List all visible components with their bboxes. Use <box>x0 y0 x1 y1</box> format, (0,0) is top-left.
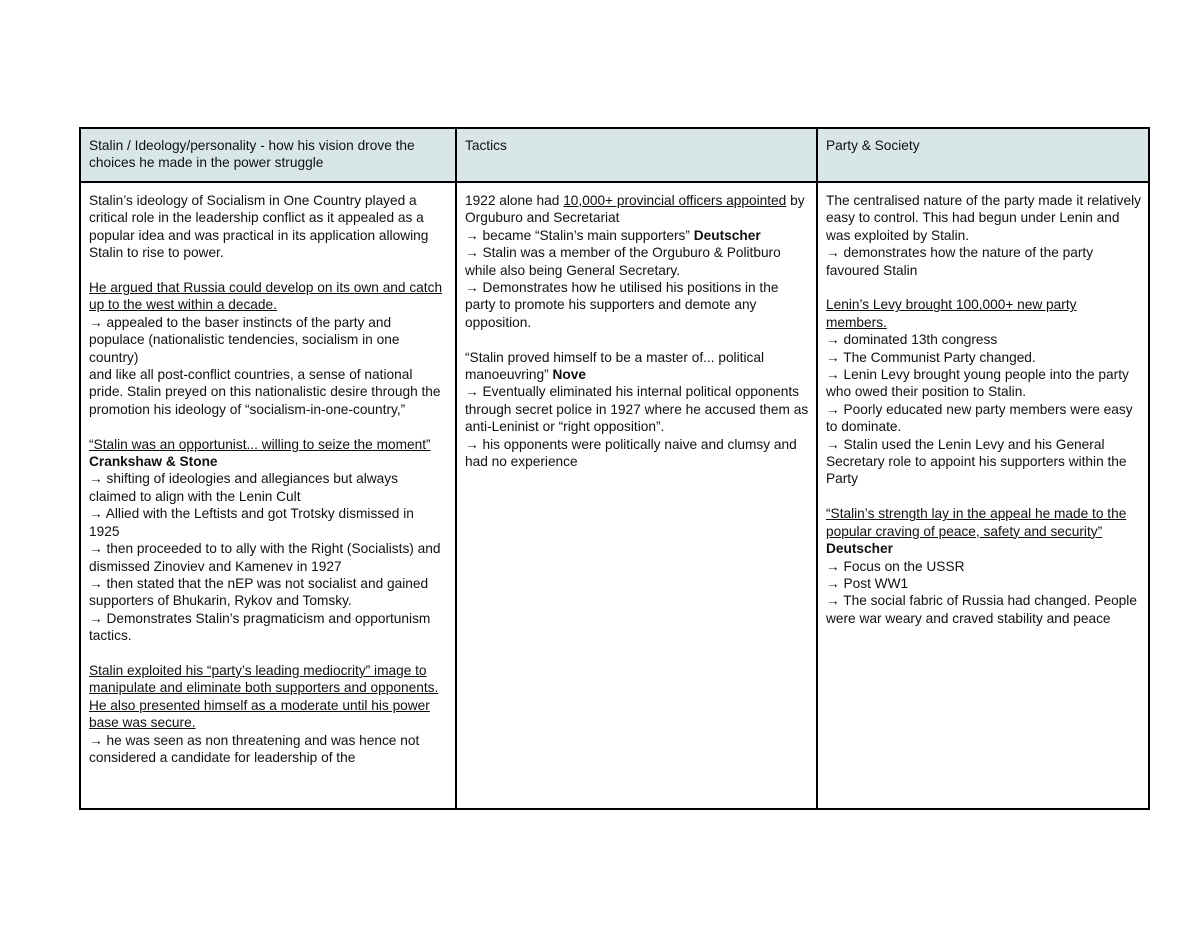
text-run: The centralised nature of the party made it relatively easy to control. This had begun under Lenin and was exploited by Stalin. <box>826 193 1141 243</box>
paragraph <box>89 279 448 418</box>
paragraph-gap <box>89 418 448 435</box>
text-run: → Stalin used the Lenin Levy and his General Secretary role to appoint his supporters within the Party <box>826 436 1127 487</box>
bold-text: Crankshaw & Stone <box>89 454 218 470</box>
paragraph <box>465 349 809 471</box>
header-row <box>80 128 1149 182</box>
paragraph <box>89 662 448 766</box>
paragraph <box>826 192 1141 279</box>
text-run: → he was seen as non threatening and was hence not considered a candidate for leadership of the <box>89 732 420 765</box>
paragraph-gap <box>826 488 1141 505</box>
text-run: → The Communist Party changed. <box>826 349 1036 365</box>
text-run: → The social fabric of Russia had changed. People were war weary and craved stability and peace <box>826 593 1137 626</box>
paragraph <box>465 192 809 331</box>
column-tactics <box>456 182 817 809</box>
header-party-society: Party & Society <box>817 128 1149 182</box>
paragraph-gap <box>826 279 1141 296</box>
paragraph <box>89 436 448 645</box>
text-run: → Allied with the Leftists and got Trotsky dismissed in 1925 <box>89 506 414 539</box>
bold-text: Deutscher <box>693 227 761 243</box>
text-run: Stalin’s ideology of Socialism in One Country played a critical role in the leadership conflict as it appealed as a popular idea and was practical in its application allowing Stalin to rise to power. <box>89 193 429 261</box>
text-run: → became “Stalin’s main supporters” <box>465 227 694 243</box>
text-run: → dominated 13th congress <box>826 332 998 348</box>
underlined-text: “Stalin’s strength lay in the appeal he made to the popular craving of peace, safety and security” <box>826 506 1127 539</box>
underlined-text: 10,000+ provincial officers appointed <box>563 193 787 208</box>
column-party-society <box>817 182 1149 809</box>
text-run: → Lenin Levy brought young people into the party who owed their position to Stalin. <box>826 367 1129 400</box>
column-ideology <box>80 182 456 809</box>
notes-table <box>79 127 1150 810</box>
paragraph-gap <box>465 331 809 348</box>
paragraph <box>89 192 448 262</box>
header-ideology: Stalin / Ideology/personality - how his vision drove the choices he made in the power struggle <box>80 128 456 182</box>
text-run: 1922 alone had <box>465 193 564 208</box>
text-run: → his opponents were politically naive and clumsy and had no experience <box>465 436 797 470</box>
text-run: → shifting of ideologies and allegiances but always claimed to align with the Lenin Cult <box>89 471 398 504</box>
underlined-text: Lenin’s Levy brought 100,000+ new party members. <box>826 297 1077 330</box>
text-run: → Focus on the USSR <box>826 558 965 574</box>
text-run: → Poorly educated new party members were easy to dominate. <box>826 401 1133 435</box>
text-run: → Stalin was a member of the Orguburo & Politburo while also being General Secretary. <box>465 245 781 278</box>
text-run: → appealed to the baser instincts of the party and populace (nationalistic tendencies, socialism in one country) <box>89 314 400 365</box>
text-run: → Eventually eliminated his internal political opponents through secret police in 1927 where he accused them as anti-Leninist or “right opposition”. <box>465 384 809 435</box>
table-row <box>80 182 1149 809</box>
text-run: and like all post-conflict countries, a sense of national pride. Stalin preyed on this nationalistic desire through the promotion his ideology of “socialism-in-one-country,” <box>89 367 441 417</box>
paragraph-gap <box>89 645 448 662</box>
text-run: → demonstrates how the nature of the party favoured Stalin <box>826 245 1094 278</box>
text-run: → then proceeded to to ally with the Right (Socialists) and dismissed Zinoviev and Kamenev in 1927 <box>89 541 441 574</box>
underlined-text: “Stalin was an opportunist... willing to seize the moment” <box>89 436 431 452</box>
paragraph <box>826 505 1141 627</box>
text-run: → then stated that the nEP was not socialist and gained supporters of Bhukarin, Rykov and Tomsky. <box>89 575 429 609</box>
text-run: → Demonstrates how he utilised his positions in the party to promote his supporters and demote any opposition. <box>465 280 779 330</box>
text-run: → Demonstrates Stalin’s pragmaticism and opportunism tactics. <box>89 610 431 644</box>
underlined-text: He argued that Russia could develop on its own and catch up to the west within a decade. <box>89 280 443 313</box>
bold-text: Deutscher <box>826 541 893 557</box>
underlined-text: Stalin exploited his “party’s leading mediocrity” image to manipulate and eliminate both supporters and opponents. He also presented himself as a moderate until his power base was secure. <box>89 662 439 731</box>
text-run: by Orguburo and Secretariat <box>465 193 805 226</box>
bold-text: Nove <box>552 367 586 383</box>
text-run: → Post WW1 <box>826 575 909 591</box>
header-tactics: Tactics <box>456 128 817 182</box>
text-run: “Stalin proved himself to be a master of... political manoeuvring” <box>465 349 764 383</box>
paragraph <box>826 296 1141 487</box>
paragraph-gap <box>89 262 448 279</box>
